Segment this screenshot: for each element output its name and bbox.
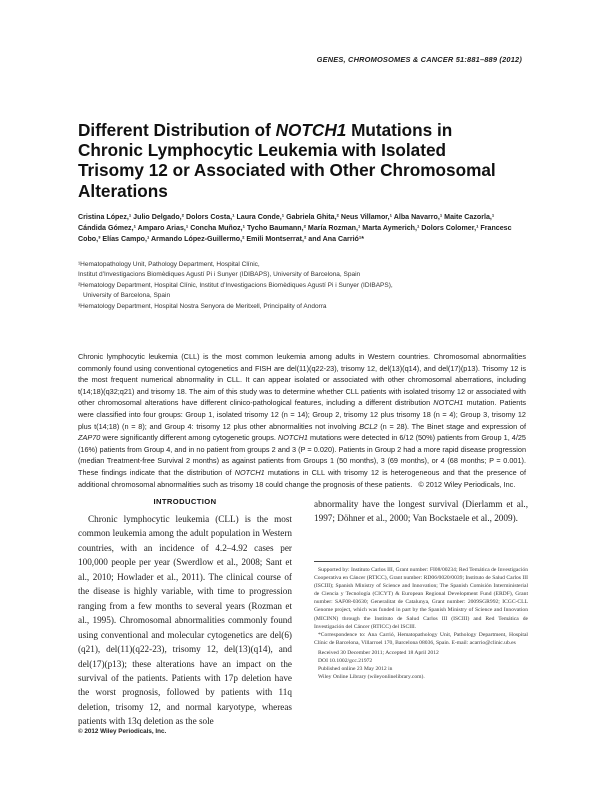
footnote-correspondence: *Correspondence to: Ana Carrió, Hematopathology Unit, Pathology Department, Hospital Clínic de Barcelona, Villarroel 170, Barcelona 08036, Spain. E-mail: acarrio@clinic.ub.es [314,631,528,646]
abstract-text-1: Chronic lymphocytic leukemia (CLL) is the most common leukemia among adults in Western countries. Chromosomal abnormalities commonly found using conventional cytogenetics and FISH are del(11)(q22-23), trisomy 12, del(13)(q14), and del(17)(p13). Trisomy 12 is the most frequent numerical abnormality in CLL. It can appear isolated or associated with other chromosomal aberrations, including t(14;18)(q32;q21) and trisomy 18. The aim of this study was to determine whether CLL patients with isolated trisomy 12 or associated with other chromosomal alterations have different clinico-pathological features, including a different distribution [78,352,526,408]
abstract [78,351,526,490]
author-list: Cristina López,¹ Julio Delgado,² Dolors Costa,¹ Laura Conde,¹ Gabriela Ghita,² Neus Villamor,¹ Alba Navarro,¹ Maite Cazorla,¹ Cándida Gómez,¹ Amparo Arias,¹ Concha Muñoz,¹ Tycho Baumann,² María Rozman,¹ Marta Aymerich,¹ Dolors Colomer,¹ Francesc Cobo,³ Elías Campo,¹ Armando López-Guillermo,² Emili Montserrat,² and Ana Carrió¹* [78,213,512,244]
footnote-published: Published online 23 May 2012 in [318,666,393,673]
abstract-gene-zap70: ZAP70 [78,433,101,443]
footnote-received: Received 30 December 2011; Accepted 18 April 2012 [318,649,439,656]
affiliation-2: ²Hematology Department, Hospital Clínic, Institut d’Investigacions Biomèdiques Agustí Pi i Sunyer (IDIBAPS), [78,281,393,289]
abstract-text-6: mutations in CLL with trisomy 12 is heterogeneous and that the presence of additional chromosomal abnormalities such as trisomy 18 could change the prognosis of these patients. [78,467,526,489]
affiliation-2-cont: University of Barcelona, Spain [83,292,171,300]
footnote-support: Supported by: Instituto Carlos III, Grant number: FI08/00234; Red Temática de Investigación Cooperativa en Cáncer (RTICC), Grant number: RD06/0020/0039; Instituto de Salud Carlos III (ISCIII); Spanish Ministry of Science and Innovation; The Spanish Comisión Interministerial de Ciencia y Tecnología (CICYT) & European Regional Development Fund (ERDF), Grant number: SAF08-03630; Generalitat de Catalunya, Grant number: 2009SGR992; ICGC-CLL Genome project, which was funded in part by the Spanish Ministry of Science and Innovation (MICINN) through the Instituto de Salud Carlos III (ISCIII) and Red Temática de Investigación del Cáncer (RTICC) del ISCIII. [314,567,528,630]
footnote-library: Wiley Online Library (wileyonlinelibrary.com). [318,674,425,681]
abstract-gene-notch1-2: NOTCH1 [277,433,308,443]
abstract-text-2: mutation. Patients were classified into four groups: Group 1, isolated trisomy 12 (n = 14); Group 2, trisomy 12 plus trisomy 18 (n = 4); Group 3, trisomy 12 plus t(14;18) (n = 8); and Group 4: trisomy 12 plus other abnormalities not involving [78,398,526,431]
article-title [78,120,498,201]
footnotes [314,566,528,681]
abstract-gene-notch1-3: NOTCH1 [234,467,265,477]
page-copyright: © 2012 Wiley Periodicals, Inc. [78,728,167,735]
abstract-text-5: mutations were detected in 6/12 (50%) patients from Group 1, 4/25 (16%) patients from Group 4, and in no patient from groups 2 and 3 (P = 0.020). Patients in Group 2 had a more rapid disease progression (median Treatment-free Survival 2 months) as against patients from Groups 1 (50 months), 3 (69 months), or 4 (68 months; P = 0.001). These findings indicate that the distribution of [78,433,526,477]
abstract-copyright: © 2012 Wiley Periodicals, Inc. [418,479,516,489]
affiliation-1-cont: Institut d’Investigacions Biomèdiques Agustí Pi i Sunyer (IDIBAPS), University of Barcelona, Spain [78,271,361,279]
footnote-rule [314,561,400,562]
abstract-gene-bcl2: BCL2 [359,421,378,431]
journal-header: GENES, CHROMOSOMES & CANCER 51:881–889 (2012) [316,55,522,64]
title-gene: NOTCH1 [275,120,347,140]
abstract-text-4: were significantly different among cytogenetic groups. [100,433,278,443]
affiliations [78,260,518,312]
affiliation-1: ¹Hematopathology Unit, Pathology Department, Hospital Clínic, [78,261,260,268]
footnote-doi: DOI 10.1002/gcc.21972 [318,658,373,665]
title-part-2: Mutations in Chronic Lymphocytic Leukemia with Isolated Trisomy 12 or Associated with Other Chromosomal Alterations [78,120,496,201]
title-part-1: Different Distribution of [78,120,276,140]
introduction-left-column: Chronic lymphocytic leukemia (CLL) is the most common leukemia among the adult population in Western countries, with an incidence of 4.2–4.92 cases per 100,000 people per year (Swerdlow et al., 2008; Sant et al., 2010; Howlader et al., 2011). The clinical course of the disease is highly variable, with time to progression ranging from a few months to several years (Rozman et al., 1995). Chromosomal abnormalities commonly found using conventional and molecular cytogenetics are del(6)(q21), del(11)(q22-23), trisomy 12, del(13)(q14), and del(17)(p13); these alterations have an impact on the survival of the patients. Patients with 17p deletion have the worst prognosis, followed by patients with 11q deletion, trisomy 12, and normal karyotype, whereas patients with 13q deletion as the sole [78,514,292,727]
abstract-text-3: (n = 28). The Binet stage and expression of [377,421,527,431]
introduction-heading: INTRODUCTION [153,497,217,506]
introduction-right-column: abnormality have the longest survival (Dierlamm et al., 1997; Döhner et al., 2000; Van Bockstaele et al., 2009). [314,499,528,524]
abstract-gene-notch1: NOTCH1 [433,398,464,408]
affiliation-3: ³Hematology Department, Hospital Nostra Senyora de Meritxell, Principality of Andorra [78,302,327,310]
